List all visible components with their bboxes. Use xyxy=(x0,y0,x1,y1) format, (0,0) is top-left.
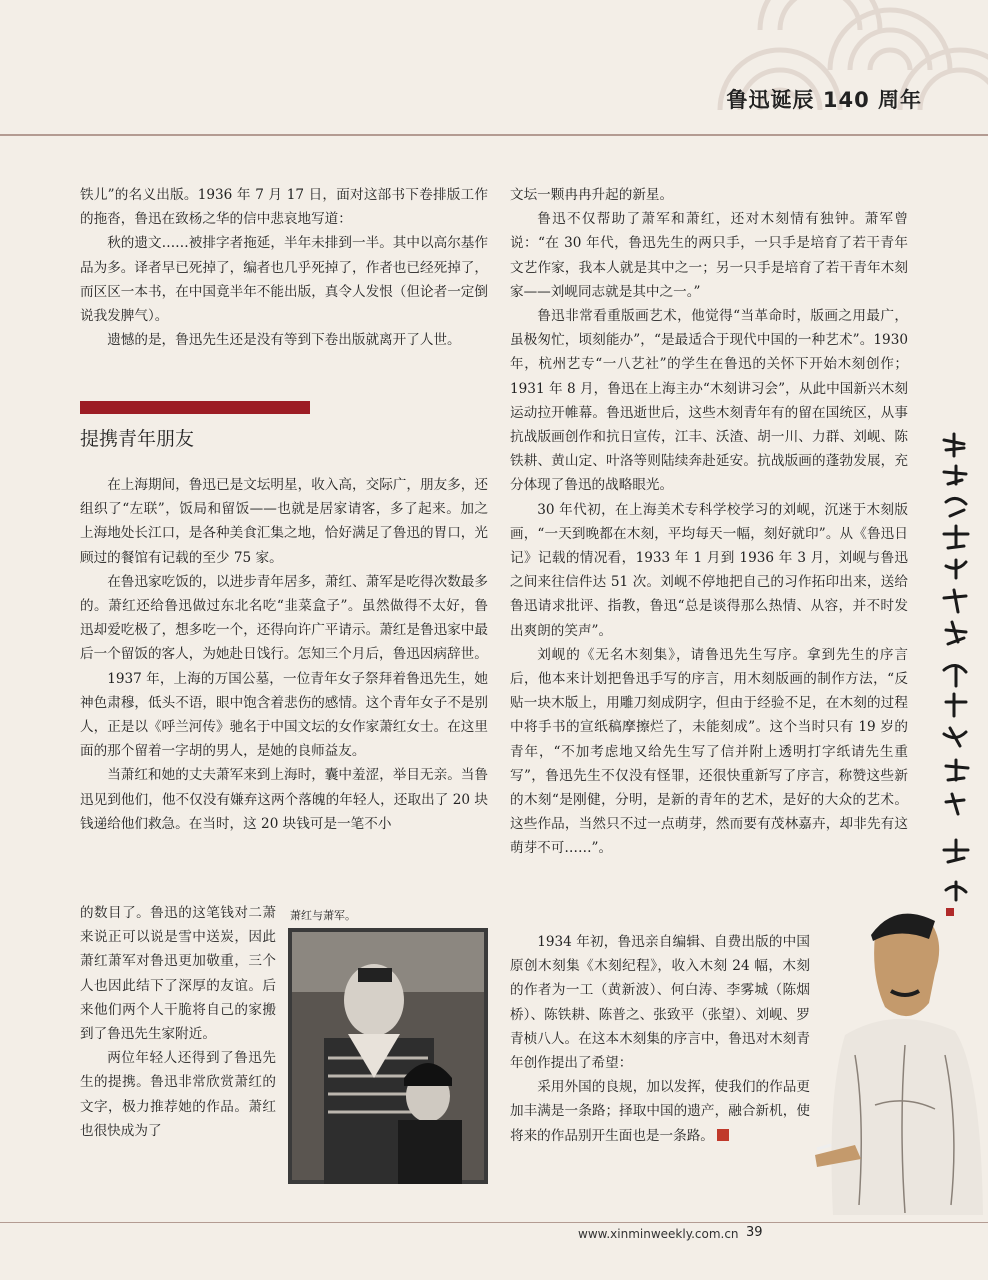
paragraph: 1937 年，上海的万国公墓，一位青年女子祭拜着鲁迅先生，她神色肃穆，低头不语，眼中饱含着悲伤的感情。这个青年女子不是别人，正是以《呼兰河传》驰名于中国文坛的女作家萧红女士。在这里面的那个留着一字胡的男人，是她的良师益友。 xyxy=(80,670,488,760)
paragraph: 两位年轻人还得到了鲁迅先生的提携。鲁迅非常欣赏萧红的文字，极力推荐她的作品。萧红也很快成为了 xyxy=(80,1050,276,1139)
quote-text: 采用外国的良规，加以发挥，使我们的作品更加丰满是一条路；择取中国的遗产，融合新机，使将来的作品别开生面也是一条路。 xyxy=(510,1079,810,1144)
quote-paragraph: 秋的遗文……被排字者拖延，半年未排到一半。其中以高尔基作品为多。译者早已死掉了，编者也几乎死掉了，作者也已经死掉了，而区区一本书，在中国竟半年不能出版，真令人发恨（但论者一定倒说我发脾气）。 xyxy=(80,235,488,325)
quote-paragraph xyxy=(510,1075,810,1148)
right-column xyxy=(510,183,908,861)
end-mark-icon xyxy=(717,1129,729,1141)
footer-url[interactable]: www.xinminweekly.com.cn xyxy=(578,1227,739,1241)
header-divider xyxy=(0,134,988,136)
photo-caption: 萧红与萧军。 xyxy=(290,909,356,922)
paragraph: 30 年代初，在上海美术专科学校学习的刘岘，沉迷于木刻版画，“一天到晚都在木刻，平均每天一幅，刻好就印”。从《鲁迅日记》记载的情况看，1933 年 1 月到 1936 年 3 月，刘岘与鲁迅之间来往信件达 51 次。刘岘不停地把自己的习作拓印出来，送给鲁迅请求批评、指教，鲁迅“总是谈得那么热情、从容，并不时发出爽朗的笑声”。 xyxy=(510,501,908,639)
right-column-narrow xyxy=(510,930,810,1148)
paragraph: 鲁迅不仅帮助了萧军和萧红，还对木刻情有独钟。萧军曾说：“在 30 年代，鲁迅先生的两只手，一只手是培育了若干青年文艺作家，我本人就是其中之一；另一只手是培育了若干青年木刻家——刘岘同志就是其中之一。” xyxy=(510,211,908,300)
left-column-float-text xyxy=(80,901,276,1143)
calligraphy-inscription xyxy=(936,430,976,910)
section-heading: 提携青年朋友 xyxy=(80,428,195,450)
paragraph: 在上海期间，鲁迅已是文坛明星，收入高，交际广，朋友多，还组织了“左联”，饭局和留饭——也就是居家请客，多了起来。加之上海地处长江口，是各种美食汇集之地，恰好满足了鲁迅的胃口，光顾过的餐馆有记载的至少 75 家。 xyxy=(80,477,488,566)
paragraph: 鲁迅非常看重版画艺术，他觉得“当革命时，版画之用最广，虽极匆忙，顷刻能办”，“是最适合于现代中国的一种艺术”。1930 年，杭州艺专“一八艺社”的学生在鲁迅的关怀下开始木刻创作；1931 年 8 月，鲁迅在上海主办“木刻讲习会”，从此中国新兴木刻运动拉开帷幕。鲁迅逝世后，这些木刻青年有的留在国统区，从事抗战版画创作和抗日宣传，江丰、沃渣、胡一川、力群、刘岘、陈铁耕、黄山定、叶洛等则陆续奔赴延安。抗战版画的蓬勃发展，充分体现了鲁迅的战略眼光。 xyxy=(510,308,908,494)
paragraph: 刘岘的《无名木刻集》，请鲁迅先生写序。拿到先生的序言后，他本来计划把鲁迅手写的序言，用木刻版画的制作方法，“反贴一块木版上，用雕刀刻成阴字，但由于经验不足，在木刻的过程中将手书的宣纸稿摩擦烂了，未能刻成”。这个当时只有 19 岁的青年，“不加考虑地又给先生写了信并附上透明打字纸请先生重写”，鲁迅先生不仅没有怪罪，还很快重新写了序言，称赞这些新的木刻“是刚健，分明，是新的青年的艺术，是好的大众的艺术。这些作品，当然只不过一点萌芽，然而要有茂林嘉卉，却非先有这萌芽不可……”。 xyxy=(510,646,908,857)
paragraph: 文坛一颗冉冉升起的新星。 xyxy=(510,187,674,203)
paragraph: 1934 年初，鲁迅亲自编辑、自费出版的中国原创木刻集《木刻纪程》，收入木刻 24 幅，木刻的作者为一工（黄新波）、何白涛、李雾城（陈烟桥）、陈铁耕、陈普之、张致平（张望）、刘岘、罗青桢八人。在这本木刻集的序言中，鲁迅对木刻青年创作提出了希望： xyxy=(510,934,810,1072)
paragraph: 当萧红和她的丈夫萧军来到上海时，囊中羞涩，举目无亲。当鲁迅见到他们，他不仅没有嫌弃这两个落魄的年轻人，还取出了 20 块钱递给他们救急。在当时，这 20 块钱可是一笔不小 xyxy=(80,767,488,832)
page-number: 39 xyxy=(746,1225,763,1240)
paragraph: 铁儿”的名义出版。1936 年 7 月 17 日，面对这部书下卷排版工作的拖沓，鲁迅在致杨之华的信中悲哀地写道： xyxy=(80,187,488,228)
section-accent-bar xyxy=(80,401,310,414)
left-column-section xyxy=(80,473,488,836)
header-title: 鲁迅诞辰 140 周年 xyxy=(726,88,922,112)
footer-divider xyxy=(0,1222,988,1223)
paragraph: 在鲁迅家吃饭的，以进步青年居多，萧红、萧军是吃得次数最多的。萧红还给鲁迅做过东北名吃“韭菜盒子”。虽然做得不太好，鲁迅却爱吃极了，想多吃一个，还得向许广平请示。萧红是鲁迅家中最后一个留饭的客人，为她赴日饯行。怎知三个月后，鲁迅因病辞世。 xyxy=(80,573,488,663)
historic-photo xyxy=(288,928,488,1184)
paragraph: 的数目了。鲁迅的这笔钱对二萧来说正可以说是雪中送炭，因此萧红萧军对鲁迅更加敬重，三个人也因此结下了深厚的友谊。后来他们两个人干脆将自己的家搬到了鲁迅先生家附近。 xyxy=(80,905,276,1043)
paragraph: 遗憾的是，鲁迅先生还是没有等到下卷出版就离开了人世。 xyxy=(107,332,461,349)
portrait-illustration xyxy=(815,905,988,1215)
left-column-top xyxy=(80,183,488,352)
